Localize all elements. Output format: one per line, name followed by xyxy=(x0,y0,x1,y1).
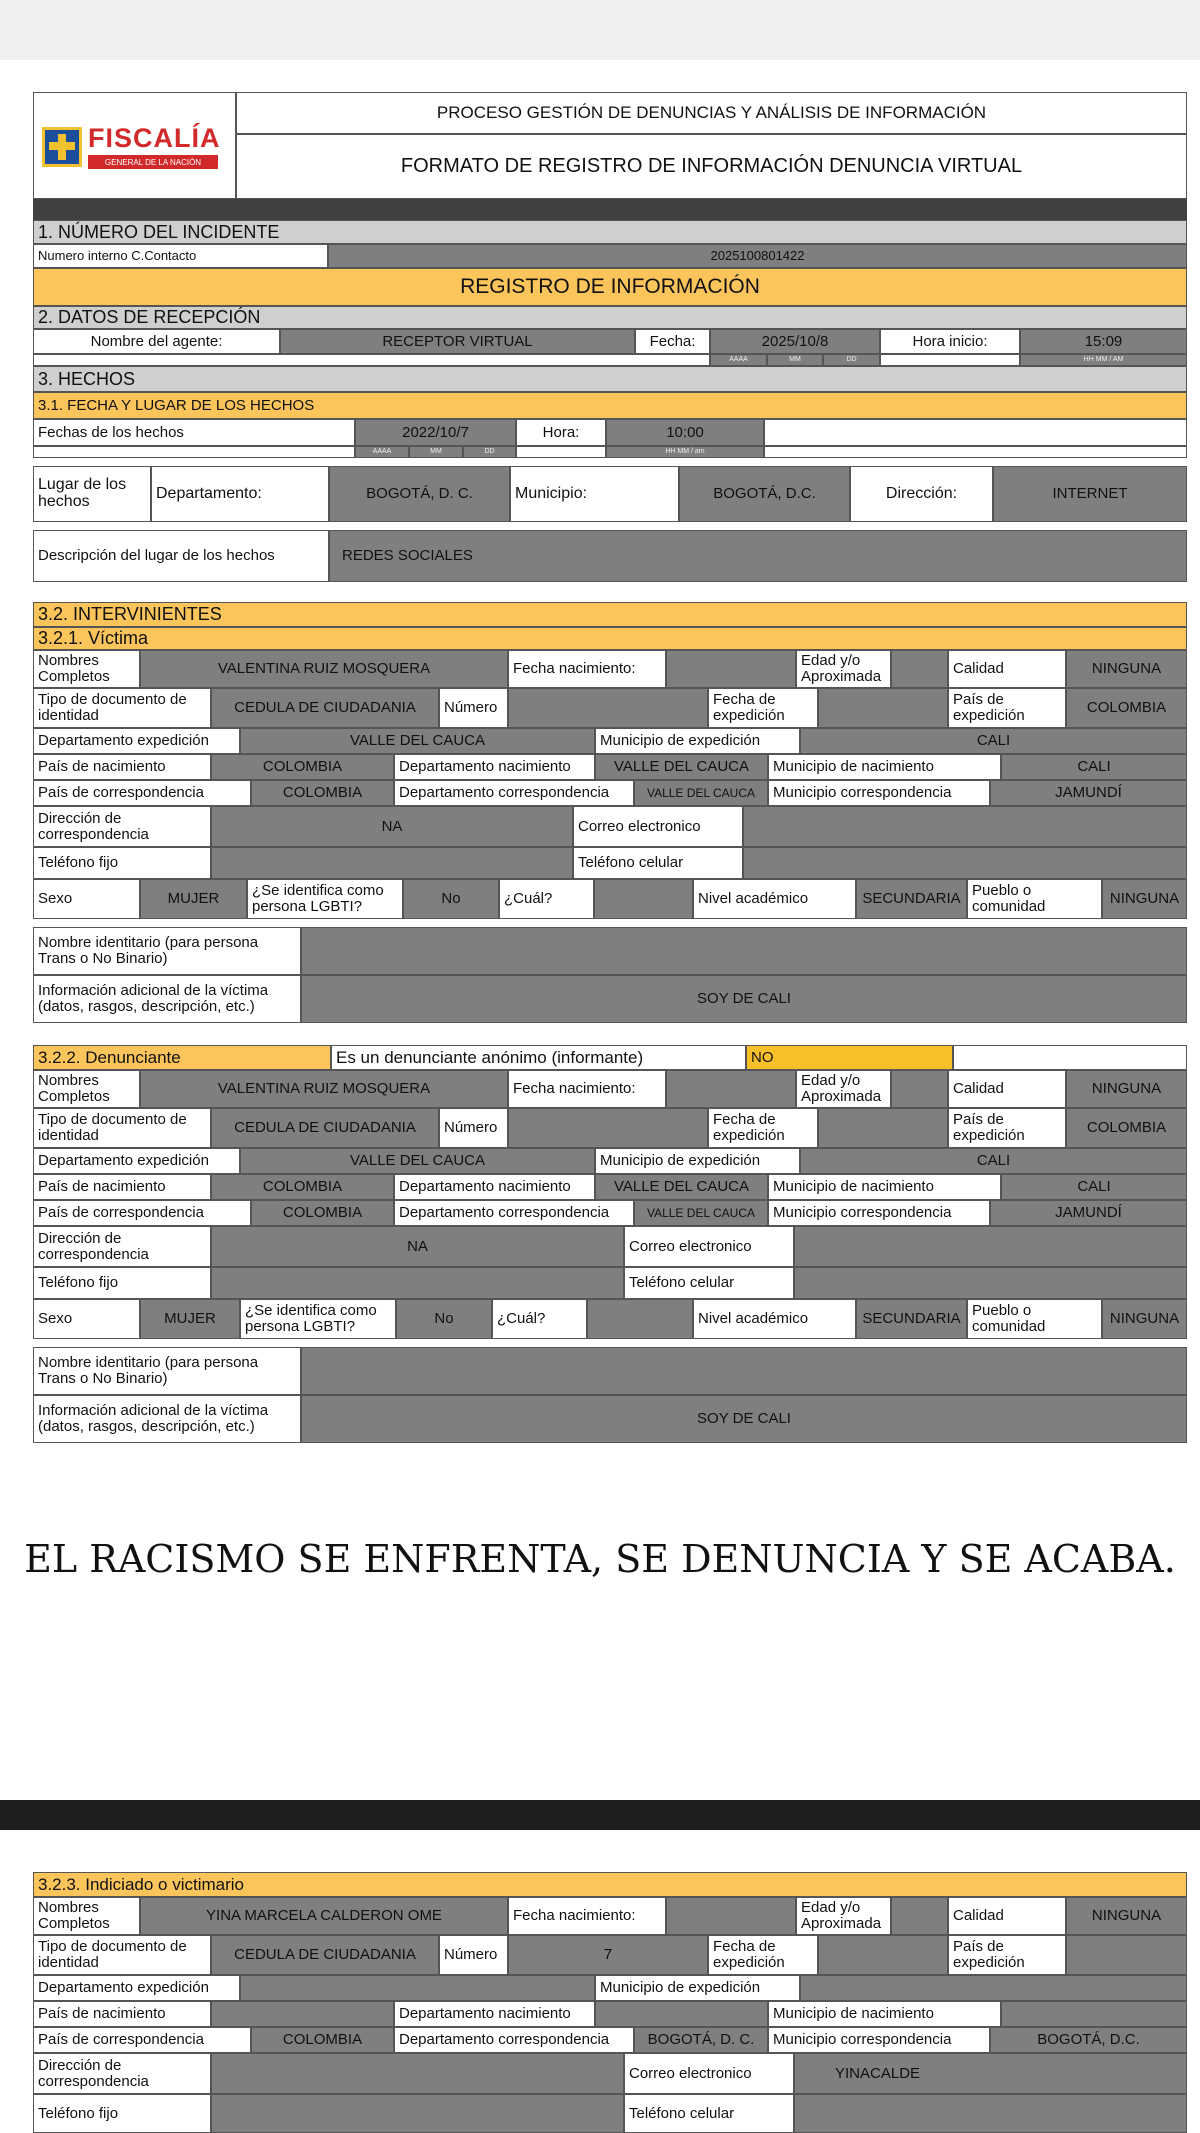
complainant-corr-country-value: COLOMBIA xyxy=(251,1200,394,1226)
offender-exp-date-label: Fecha de expedición xyxy=(708,1935,818,1975)
offender-address-value xyxy=(211,2053,624,2094)
victim-info-value: SOY DE CALI xyxy=(301,975,1187,1023)
victim-people-label: Pueblo o comunidad xyxy=(967,879,1102,919)
reception-time-value: 15:09 xyxy=(1020,329,1187,354)
spacer-cell xyxy=(33,354,710,366)
victim-birth-place-row xyxy=(33,754,1187,780)
victim-corr-dept-label: Departamento correspondencia xyxy=(394,780,634,806)
victim-doc-label: Tipo de documento de identidad xyxy=(33,688,211,728)
spacer-cell xyxy=(516,446,606,458)
complainant-names-value: VALENTINA RUIZ MOSQUERA xyxy=(140,1070,508,1108)
offender-phone-label: Teléfono fijo xyxy=(33,2094,211,2133)
victim-age-value xyxy=(891,650,948,688)
date-hint-day: DD xyxy=(823,354,880,366)
form-title: FORMATO DE REGISTRO DE INFORMACIÓN DENUNCIA VIRTUAL xyxy=(236,134,1187,199)
victim-cell-value xyxy=(743,847,1187,879)
facts-hint-year: AAAA xyxy=(355,446,409,458)
complainant-expedition-row xyxy=(33,1148,1187,1174)
logo-subtitle: GENERAL DE LA NACIÓN xyxy=(88,155,218,169)
facts-hour-value: 10:00 xyxy=(606,419,764,446)
complainant-birth-muni-value: CALI xyxy=(1001,1174,1187,1200)
colombia-shield-icon xyxy=(42,127,82,167)
victim-corr-muni-value: JAMUNDÍ xyxy=(990,780,1187,806)
victim-birth-muni-value: CALI xyxy=(1001,754,1187,780)
victim-trans-row xyxy=(33,927,1187,975)
complainant-quality-value: NINGUNA xyxy=(1066,1070,1187,1108)
victim-exp-date-value xyxy=(818,688,948,728)
complainant-birth-muni-label: Municipio de nacimiento xyxy=(768,1174,1001,1200)
offender-names-value: YINA MARCELA CALDERON OME xyxy=(140,1897,508,1935)
complainant-exp-dept-value: VALLE DEL CAUCA xyxy=(240,1148,595,1174)
victim-education-value: SECUNDARIA xyxy=(856,879,967,919)
victim-corr-muni-label: Municipio correspondencia xyxy=(768,780,990,806)
facts-date-label: Fechas de los hechos xyxy=(33,419,355,446)
offender-names-row xyxy=(33,1897,1187,1935)
victim-corr-country-value: COLOMBIA xyxy=(251,780,394,806)
victim-names-row xyxy=(33,650,1187,688)
complainant-sex-label: Sexo xyxy=(33,1299,140,1339)
victim-email-value xyxy=(743,806,1187,847)
victim-which-label: ¿Cuál? xyxy=(499,879,594,919)
offender-birth-muni-value xyxy=(1001,2001,1187,2027)
page-separator xyxy=(0,1800,1200,1830)
offender-section-title: 3.2.3. Indiciado o victimario xyxy=(33,1872,1187,1897)
victim-corr-dept-value: VALLE DEL CAUCA xyxy=(634,780,768,806)
offender-names-label: Nombres Completos xyxy=(33,1897,140,1935)
anonymous-value: NO xyxy=(746,1045,953,1070)
victim-exp-muni-value: CALI xyxy=(800,728,1187,754)
offender-exp-muni-label: Municipio de expedición xyxy=(595,1975,800,2001)
complainant-number-value xyxy=(508,1108,708,1148)
victim-age-label: Edad y/o Aproximada xyxy=(796,650,891,688)
complainant-birth-place-row xyxy=(33,1174,1187,1200)
spacer-cell xyxy=(33,446,355,458)
complainant-trans-row xyxy=(33,1347,1187,1395)
complainant-birth-dept-value: VALLE DEL CAUCA xyxy=(595,1174,768,1200)
complainant-which-label: ¿Cuál? xyxy=(492,1299,587,1339)
incident-number-value: 2025100801422 xyxy=(328,244,1187,268)
offender-age-label: Edad y/o Aproximada xyxy=(796,1897,891,1935)
offender-email-label: Correo electronico xyxy=(624,2053,794,2094)
victim-exp-date-label: Fecha de expedición xyxy=(708,688,818,728)
facts-hint-month: MM xyxy=(409,446,463,458)
offender-birth-country-value xyxy=(211,2001,394,2027)
complainant-corr-dept-value: VALLE DEL CAUCA xyxy=(634,1200,768,1226)
victim-sex-value: MUJER xyxy=(140,879,247,919)
incident-section-title: 1. NÚMERO DEL INCIDENTE xyxy=(33,220,1187,244)
complainant-exp-dept-label: Departamento expedición xyxy=(33,1148,240,1174)
offender-birth-dept-label: Departamento nacimiento xyxy=(394,2001,595,2027)
victim-education-label: Nivel académico xyxy=(693,879,856,919)
complainant-exp-muni-value: CALI xyxy=(800,1148,1187,1174)
victim-sex-label: Sexo xyxy=(33,879,140,919)
reception-section-title: 2. DATOS DE RECEPCIÓN xyxy=(33,306,1187,329)
complainant-age-value xyxy=(891,1070,948,1108)
victim-phone-label: Teléfono fijo xyxy=(33,847,211,879)
slogan-text: EL RACISMO SE ENFRENTA, SE DENUNCIA Y SE ACABA. xyxy=(24,1537,1176,1581)
victim-exp-country-value: COLOMBIA xyxy=(1066,688,1187,728)
complainant-birth-dept-label: Departamento nacimiento xyxy=(394,1174,595,1200)
complainant-number-label: Número xyxy=(439,1108,508,1148)
offender-corr-country-value: COLOMBIA xyxy=(251,2027,394,2053)
facts-date-value: 2022/10/7 xyxy=(355,419,516,446)
complainant-names-label: Nombres Completos xyxy=(33,1070,140,1108)
complainant-corr-country-label: País de correspondencia xyxy=(33,1200,251,1226)
complainant-address-row xyxy=(33,1226,1187,1267)
victim-exp-dept-label: Departamento expedición xyxy=(33,728,240,754)
complainant-lgbti-label: ¿Se identifica como persona LGBTI? xyxy=(240,1299,396,1339)
anonymous-label: Es un denunciante anónimo (informante) xyxy=(331,1045,746,1070)
victim-corr-country-label: País de correspondencia xyxy=(33,780,251,806)
victim-sex-row xyxy=(33,879,1187,919)
complainant-doc-value: CEDULA DE CIUDADANIA xyxy=(211,1108,439,1148)
complainant-sex-value: MUJER xyxy=(140,1299,240,1339)
complainant-document-row xyxy=(33,1108,1187,1148)
complainant-corr-muni-value: JAMUNDÍ xyxy=(990,1200,1187,1226)
victim-address-row xyxy=(33,806,1187,847)
offender-birth-place-row xyxy=(33,2001,1187,2027)
muni-value: BOGOTÁ, D.C. xyxy=(679,466,850,522)
complainant-corr-muni-label: Municipio correspondencia xyxy=(768,1200,990,1226)
complainant-phone-value xyxy=(211,1267,624,1299)
top-margin xyxy=(0,0,1200,60)
offender-quality-label: Calidad xyxy=(948,1897,1066,1935)
offender-document-row xyxy=(33,1935,1187,1975)
complainant-birth-value xyxy=(666,1070,796,1108)
agent-label: Nombre del agente: xyxy=(33,329,280,354)
victim-exp-muni-label: Municipio de expedición xyxy=(595,728,800,754)
complainant-exp-country-value: COLOMBIA xyxy=(1066,1108,1187,1148)
offender-email-value: YINACALDE xyxy=(794,2053,1187,2094)
offender-address-row xyxy=(33,2053,1187,2094)
complainant-which-value xyxy=(587,1299,693,1339)
place-description-label: Descripción del lugar de los hechos xyxy=(33,530,329,582)
complainant-quality-label: Calidad xyxy=(948,1070,1066,1108)
victim-birth-label: Fecha nacimiento: xyxy=(508,650,666,688)
complainant-phone-label: Teléfono fijo xyxy=(33,1267,211,1299)
victim-address-value: NA xyxy=(211,806,573,847)
date-hint-year: AAAA xyxy=(710,354,767,366)
victim-names-value: VALENTINA RUIZ MOSQUERA xyxy=(140,650,508,688)
complainant-education-label: Nivel académico xyxy=(693,1299,856,1339)
complainant-cell-value xyxy=(794,1267,1187,1299)
offender-phone-value xyxy=(211,2094,624,2133)
address-label: Dirección: xyxy=(850,466,993,522)
victim-birth-dept-label: Departamento nacimiento xyxy=(394,754,595,780)
facts-section-title: 3. HECHOS xyxy=(33,366,1187,392)
spacer-cell xyxy=(764,446,1187,458)
victim-birth-muni-label: Municipio de nacimiento xyxy=(768,754,1001,780)
complainant-exp-date-value xyxy=(818,1108,948,1148)
offender-birth-country-label: País de nacimiento xyxy=(33,2001,211,2027)
victim-document-row xyxy=(33,688,1187,728)
complainant-exp-country-label: País de expedición xyxy=(948,1108,1066,1148)
victim-cell-label: Teléfono celular xyxy=(573,847,743,879)
complainant-trans-label: Nombre identitario (para persona Trans o No Binario) xyxy=(33,1347,301,1395)
complainant-names-row xyxy=(33,1070,1187,1108)
victim-quality-label: Calidad xyxy=(948,650,1066,688)
complainant-email-label: Correo electronico xyxy=(624,1226,794,1267)
offender-corr-muni-value: BOGOTÁ, D.C. xyxy=(990,2027,1187,2053)
complainant-exp-date-label: Fecha de expedición xyxy=(708,1108,818,1148)
victim-email-label: Correo electronico xyxy=(573,806,743,847)
registro-title: REGISTRO DE INFORMACIÓN xyxy=(33,268,1187,306)
complainant-lgbti-value: No xyxy=(396,1299,492,1339)
time-hint: HH MM / AM xyxy=(1020,354,1187,366)
complainant-birth-country-label: País de nacimiento xyxy=(33,1174,211,1200)
offender-phone-row xyxy=(33,2094,1187,2133)
complainant-people-label: Pueblo o comunidad xyxy=(967,1299,1102,1339)
offender-cell-label: Teléfono celular xyxy=(624,2094,794,2133)
victim-birth-value xyxy=(666,650,796,688)
victim-number-label: Número xyxy=(439,688,508,728)
victim-lgbti-label: ¿Se identifica como persona LGBTI? xyxy=(247,879,403,919)
victim-birth-dept-value: VALLE DEL CAUCA xyxy=(595,754,768,780)
dept-value: BOGOTÁ, D. C. xyxy=(329,466,510,522)
complainant-section-title: 3.2.2. Denunciante xyxy=(33,1045,331,1070)
offender-doc-value: CEDULA DE CIUDADANIA xyxy=(211,1935,439,1975)
complainant-info-value: SOY DE CALI xyxy=(301,1395,1187,1443)
offender-number-label: Número xyxy=(439,1935,508,1975)
offender-number-value: 7 xyxy=(508,1935,708,1975)
facts-hint-day: DD xyxy=(463,446,516,458)
anonymous-extra xyxy=(953,1045,1187,1070)
facts-subsection-title: 3.1. FECHA Y LUGAR DE LOS HECHOS xyxy=(33,392,1187,419)
victim-which-value xyxy=(594,879,693,919)
offender-birth-value xyxy=(666,1897,796,1935)
complainant-phone-row xyxy=(33,1267,1187,1299)
process-title: PROCESO GESTIÓN DE DENUNCIAS Y ANÁLISIS DE INFORMACIÓN xyxy=(236,92,1187,134)
victim-birth-country-label: País de nacimiento xyxy=(33,754,211,780)
facts-hour-hint: HH MM / am xyxy=(606,446,764,458)
victim-quality-value: NINGUNA xyxy=(1066,650,1187,688)
offender-birth-muni-label: Municipio de nacimiento xyxy=(768,2001,1001,2027)
offender-exp-date-value xyxy=(818,1935,948,1975)
offender-birth-label: Fecha nacimiento: xyxy=(508,1897,666,1935)
complainant-address-label: Dirección de correspondencia xyxy=(33,1226,211,1267)
report-form xyxy=(33,92,1187,1466)
offender-corr-muni-label: Municipio correspondencia xyxy=(768,2027,990,2053)
complainant-address-value: NA xyxy=(211,1226,624,1267)
victim-info-row xyxy=(33,975,1187,1023)
offender-corr-country-label: País de correspondencia xyxy=(33,2027,251,2053)
intervinientes-title: 3.2. INTERVINIENTES xyxy=(33,602,1187,627)
complainant-email-value xyxy=(794,1226,1187,1267)
victim-section-title: 3.2.1. Víctima xyxy=(33,627,1187,650)
victim-phone-row xyxy=(33,847,1187,879)
offender-address-label: Dirección de correspondencia xyxy=(33,2053,211,2094)
offender-age-value xyxy=(891,1897,948,1935)
complainant-cell-label: Teléfono celular xyxy=(624,1267,794,1299)
agent-value: RECEPTOR VIRTUAL xyxy=(280,329,635,354)
offender-doc-label: Tipo de documento de identidad xyxy=(33,1935,211,1975)
logo-title: FISCALÍA xyxy=(88,123,221,153)
victim-phone-value xyxy=(211,847,573,879)
victim-doc-value: CEDULA DE CIUDADANIA xyxy=(211,688,439,728)
offender-cell-value xyxy=(794,2094,1187,2133)
complainant-trans-value xyxy=(301,1347,1187,1395)
complainant-birth-country-value: COLOMBIA xyxy=(211,1174,394,1200)
offender-exp-dept-value xyxy=(240,1975,595,2001)
place-description-value: REDES SOCIALES xyxy=(329,530,1187,582)
offender-exp-dept-label: Departamento expedición xyxy=(33,1975,240,2001)
victim-correspondence-row xyxy=(33,780,1187,806)
victim-number-value xyxy=(508,688,708,728)
spacer-cell xyxy=(880,354,1020,366)
reception-time-label: Hora inicio: xyxy=(880,329,1020,354)
offender-expedition-row xyxy=(33,1975,1187,2001)
complainant-birth-label: Fecha nacimiento: xyxy=(508,1070,666,1108)
complainant-info-row xyxy=(33,1395,1187,1443)
offender-form xyxy=(33,1872,1187,2133)
place-label: Lugar de los hechos xyxy=(33,466,151,522)
address-value: INTERNET xyxy=(993,466,1187,522)
form-header xyxy=(33,92,1187,199)
offender-correspondence-row xyxy=(33,2027,1187,2053)
complainant-header-row xyxy=(33,1045,1187,1070)
incident-number-label: Numero interno C.Contacto xyxy=(33,244,328,268)
victim-exp-dept-value: VALLE DEL CAUCA xyxy=(240,728,595,754)
offender-corr-dept-value: BOGOTÁ, D. C. xyxy=(634,2027,768,2053)
victim-people-value: NINGUNA xyxy=(1102,879,1187,919)
complainant-people-value: NINGUNA xyxy=(1102,1299,1187,1339)
complainant-corr-dept-label: Departamento correspondencia xyxy=(394,1200,634,1226)
victim-birth-country-value: COLOMBIA xyxy=(211,754,394,780)
complainant-sex-row xyxy=(33,1299,1187,1339)
spacer-cell xyxy=(764,419,1187,446)
victim-names-label: Nombres Completos xyxy=(33,650,140,688)
victim-expedition-row xyxy=(33,728,1187,754)
victim-info-label: Información adicional de la víctima (datos, rasgos, descripción, etc.) xyxy=(33,975,301,1023)
victim-address-label: Dirección de correspondencia xyxy=(33,806,211,847)
complainant-doc-label: Tipo de documento de identidad xyxy=(33,1108,211,1148)
victim-trans-label: Nombre identitario (para persona Trans o No Binario) xyxy=(33,927,301,975)
victim-trans-value xyxy=(301,927,1187,975)
reception-date-label: Fecha: xyxy=(635,329,710,354)
muni-label: Municipio: xyxy=(510,466,679,522)
victim-exp-country-label: País de expedición xyxy=(948,688,1066,728)
offender-corr-dept-label: Departamento correspondencia xyxy=(394,2027,634,2053)
complainant-education-value: SECUNDARIA xyxy=(856,1299,967,1339)
offender-exp-country-label: País de expedición xyxy=(948,1935,1066,1975)
offender-exp-country-value xyxy=(1066,1935,1187,1975)
reception-date-value: 2025/10/8 xyxy=(710,329,880,354)
fiscalia-logo xyxy=(33,92,236,199)
complainant-exp-muni-label: Municipio de expedición xyxy=(595,1148,800,1174)
offender-quality-value: NINGUNA xyxy=(1066,1897,1187,1935)
facts-hour-label: Hora: xyxy=(516,419,606,446)
header-divider xyxy=(33,199,1187,220)
date-hint-month: MM xyxy=(767,354,823,366)
offender-exp-muni-value xyxy=(800,1975,1187,2001)
victim-lgbti-value: No xyxy=(403,879,499,919)
dept-label: Departamento: xyxy=(151,466,329,522)
complainant-correspondence-row xyxy=(33,1200,1187,1226)
complainant-info-label: Información adicional de la víctima (datos, rasgos, descripción, etc.) xyxy=(33,1395,301,1443)
complainant-age-label: Edad y/o Aproximada xyxy=(796,1070,891,1108)
offender-birth-dept-value xyxy=(595,2001,768,2027)
